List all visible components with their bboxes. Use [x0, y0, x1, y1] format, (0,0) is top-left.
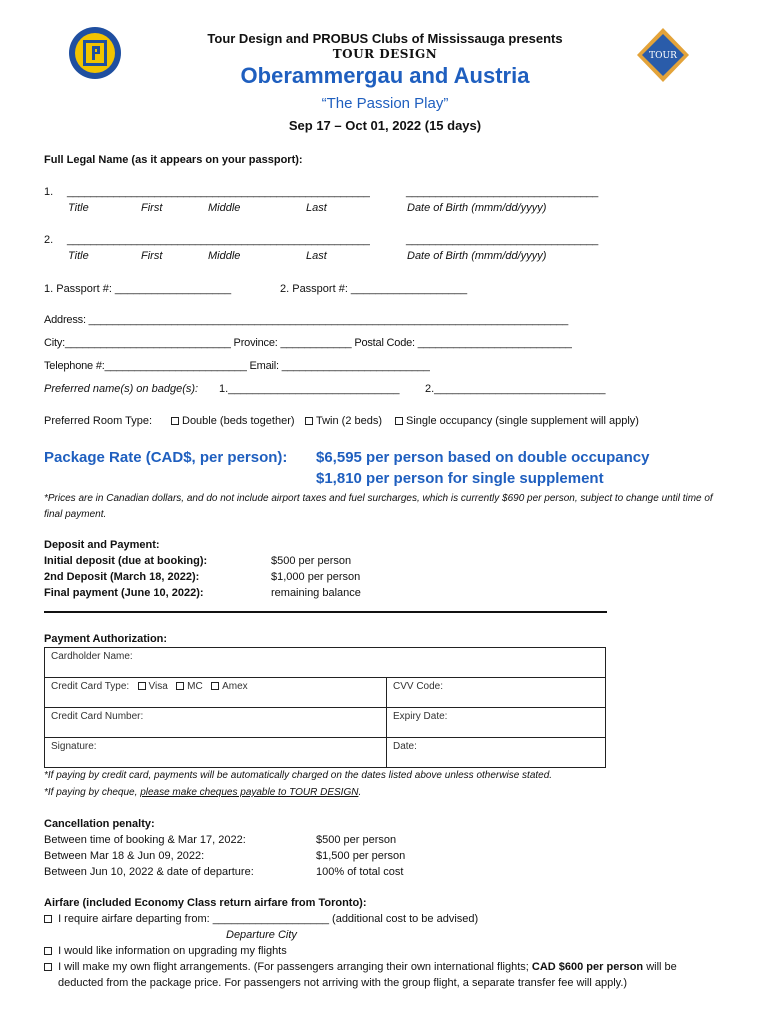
airfare-option-3[interactable] — [44, 961, 744, 973]
cardholder-name-field[interactable] — [45, 648, 606, 678]
name-row-1-number: 1. — [44, 186, 54, 198]
mc-option[interactable] — [176, 681, 203, 692]
checkbox-icon — [171, 417, 179, 425]
visa-option[interactable] — [138, 681, 168, 692]
cheque-note-suffix: . — [358, 787, 362, 798]
expiry-label: Expiry Date: — [393, 711, 448, 722]
presents-line: Tour Design and PROBUS Clubs of Mississauga presents — [207, 31, 563, 46]
dob-row-2-line[interactable]: _________________________________ — [406, 234, 598, 246]
middle-label: Middle — [208, 250, 241, 262]
checkbox-icon — [305, 417, 313, 425]
checkbox-icon — [44, 947, 52, 955]
card-type-field[interactable] — [45, 678, 387, 708]
amex-label: Amex — [222, 681, 248, 692]
address-field[interactable]: Address: _________________________________________________________________________________ — [44, 314, 568, 326]
checkbox-icon — [44, 963, 52, 971]
airfare-heading: Airfare (included Economy Class return airfare from Toronto): — [44, 897, 367, 909]
deposit-2-label: 2nd Deposit (March 18, 2022): — [44, 571, 200, 583]
city-province-postal-field[interactable]: City:____________________________ Province: ____________ Postal Code: __________________________ — [44, 337, 572, 349]
name-heading: Full Legal Name (as it appears on your passport): — [44, 154, 303, 166]
name-row-2-number: 2. — [44, 234, 54, 246]
badge-label: Preferred name(s) on badge(s): — [44, 383, 199, 395]
package-double-price: $6,595 per person based on double occupancy — [316, 449, 650, 466]
cancel-3-value: 100% of total cost — [316, 866, 404, 878]
departure-city-label: Departure City — [226, 929, 297, 941]
room-single-option[interactable] — [395, 415, 639, 427]
passport-1-field[interactable]: 1. Passport #: ___________________ — [44, 283, 232, 295]
name-row-2-line[interactable]: ____________________________________________________ — [67, 234, 370, 246]
first-label: First — [141, 202, 163, 214]
cardholder-label: Cardholder Name: — [51, 651, 133, 662]
tour-logo-text: TOUR — [649, 51, 677, 61]
section-divider — [44, 611, 607, 613]
brand-name: TOUR DESIGN — [332, 47, 438, 61]
tour-dates: Sep 17 – Oct 01, 2022 (15 days) — [288, 118, 482, 133]
dob-label: Date of Birth (mmm/dd/yyyy) — [407, 250, 547, 262]
badge-1-field[interactable]: 1.____________________________ — [219, 383, 400, 395]
date-label: Date: — [393, 741, 417, 752]
signature-label: Signature: — [51, 741, 97, 752]
cheque-note — [44, 787, 361, 798]
page-title: Oberammergau and Austria — [240, 63, 530, 88]
deposit-3-value: remaining balance — [271, 587, 361, 599]
date-field[interactable] — [387, 738, 606, 768]
expiry-field[interactable] — [387, 708, 606, 738]
package-rate-label: Package Rate (CAD$, per person): — [44, 449, 288, 466]
airfare-option-2-label: I would like information on upgrading my flights — [58, 945, 287, 957]
mc-label: MC — [187, 681, 203, 692]
deposit-heading: Deposit and Payment: — [44, 539, 160, 551]
cancel-1-label: Between time of booking & Mar 17, 2022: — [44, 834, 246, 846]
cancel-2-label: Between Mar 18 & Jun 09, 2022: — [44, 850, 205, 862]
signature-field[interactable] — [45, 738, 387, 768]
cancellation-heading: Cancellation penalty: — [44, 818, 155, 830]
first-label: First — [141, 250, 163, 262]
cheque-note-prefix: *If paying by cheque, — [44, 787, 141, 798]
own-flight-credit: CAD $600 per person — [531, 961, 644, 973]
badge-2-field[interactable]: 2.____________________________ — [425, 383, 606, 395]
card-number-field[interactable] — [45, 708, 387, 738]
cvv-field[interactable] — [387, 678, 606, 708]
deposit-2-value: $1,000 per person — [271, 571, 361, 583]
last-label: Last — [306, 250, 327, 262]
room-double-label: Double (beds together) — [182, 415, 295, 427]
checkbox-icon — [211, 682, 219, 690]
airfare-option-3-detail: deducted from the package price. For passengers not arriving with the group flight, a separate transfer fee will apply.) — [58, 977, 628, 989]
room-twin-label: Twin (2 beds) — [316, 415, 383, 427]
checkbox-icon — [44, 915, 52, 923]
airfare-option-2[interactable] — [44, 945, 287, 957]
card-number-label: Credit Card Number: — [51, 711, 144, 722]
package-note: *Prices are in Canadian dollars, and do not include airport taxes and fuel surcharges, which is currently $690 per person, subject to change until time of final payment. — [44, 493, 713, 520]
dob-row-1-line[interactable]: _________________________________ — [406, 186, 598, 198]
cheque-payable-text: please make cheques payable to TOUR DESIGN — [140, 787, 359, 798]
deposit-3-label: Final payment (June 10, 2022): — [44, 587, 204, 599]
room-twin-option[interactable] — [305, 415, 382, 427]
deposit-1-value: $500 per person — [271, 555, 352, 567]
credit-card-note: *If paying by credit card, payments will be automatically charged on the dates listed above unless otherwise stated. — [44, 770, 553, 781]
dob-label: Date of Birth (mmm/dd/yyyy) — [407, 202, 547, 214]
last-label: Last — [306, 202, 327, 214]
middle-label: Middle — [208, 202, 241, 214]
checkbox-icon — [395, 417, 403, 425]
payment-heading: Payment Authorization: — [44, 633, 168, 645]
room-double-option[interactable] — [171, 415, 295, 427]
room-type-label: Preferred Room Type: — [44, 415, 153, 427]
passport-2-field[interactable]: 2. Passport #: ___________________ — [280, 283, 468, 295]
room-single-label: Single occupancy (single supplement will apply) — [406, 415, 639, 427]
cancel-3-label: Between Jun 10, 2022 & date of departure: — [44, 866, 254, 878]
name-row-1-line[interactable]: ____________________________________________________ — [67, 186, 370, 198]
title-label: Title — [68, 202, 89, 214]
package-single-price: $1,810 per person for single supplement — [316, 470, 604, 487]
cancel-2-value: $1,500 per person — [316, 850, 406, 862]
page-subtitle: “The Passion Play” — [321, 95, 449, 112]
airfare-option-1[interactable] — [44, 913, 478, 925]
airfare-option-3-text: I will make my own flight arrangements. (For passengers arranging their own international flights; — [58, 961, 532, 973]
checkbox-icon — [176, 682, 184, 690]
payment-table — [44, 647, 606, 768]
checkbox-icon — [138, 682, 146, 690]
deposit-1-label: Initial deposit (due at booking): — [44, 555, 208, 567]
cvv-label: CVV Code: — [393, 681, 444, 692]
visa-label: Visa — [148, 681, 168, 692]
telephone-email-field[interactable]: Telephone #:________________________ Email: _________________________ — [44, 360, 430, 372]
airfare-option-3-text-cont: will be — [643, 961, 677, 973]
cancel-1-value: $500 per person — [316, 834, 397, 846]
amex-option[interactable] — [211, 681, 248, 692]
airfare-option-1-label: I require airfare departing from: ___________________ (additional cost to be advised) — [58, 913, 479, 925]
title-label: Title — [68, 250, 89, 262]
card-type-label: Credit Card Type: — [51, 681, 130, 692]
